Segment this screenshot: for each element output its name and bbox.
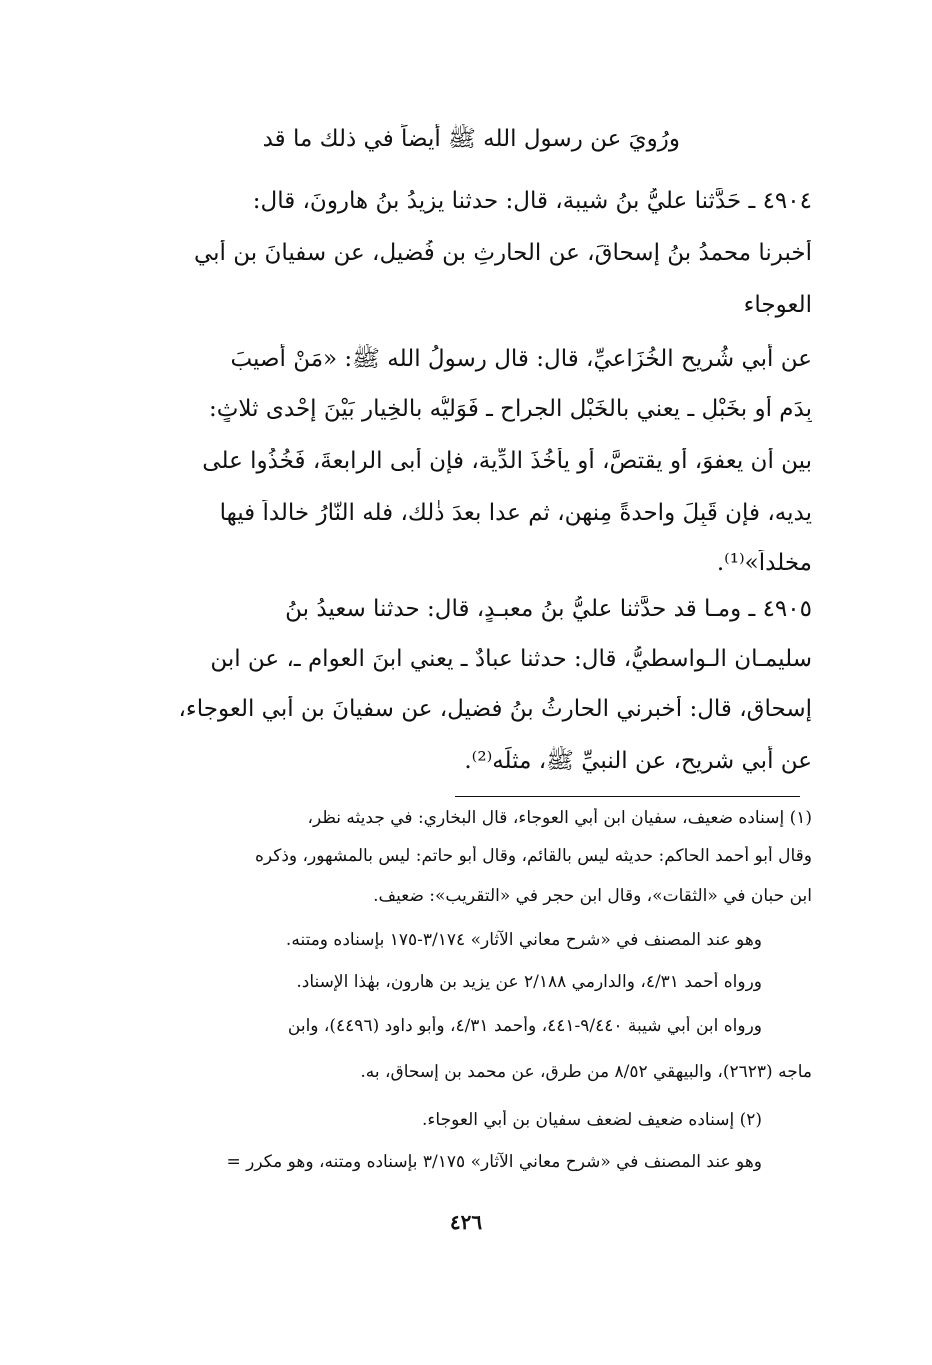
hadith-4905-line: عن أبي شريح، عن النبيِّ ﷺ، مثلَه⁽²⁾. bbox=[464, 748, 812, 774]
hadith-text-line: مخلداً»⁽¹⁾. bbox=[716, 550, 812, 576]
hadith-4905-line: إسحاق، قال: أخبرني الحارثُ بنُ فضيل، عن سفيانَ بنِ أبي العوجاء، bbox=[178, 696, 812, 722]
footnote-divider bbox=[455, 796, 800, 797]
hadith-4904-line: العوجاء bbox=[743, 292, 812, 318]
footnote-line: وهو عند المصنف في «شرح معاني الآثار» ٣/١٧٤-١٧٥ بإسناده ومتنه. bbox=[285, 930, 762, 950]
hadith-4904-line: أخبرنا محمدُ بنُ إسحاقَ، عن الحارثِ بنِ فُضيل، عن سفيانَ بنِ أبي bbox=[193, 240, 812, 266]
hadith-text-line: يديه، فإن قَبِلَ واحدةً مِنهن، ثم عدا بعدَ ذٰلك، فله النّارُ خالداً فيها bbox=[219, 500, 812, 526]
intro-line: ورُويَ عن رسول الله ﷺ أيضاً في ذلك ما قد bbox=[262, 126, 680, 152]
hadith-text-line: عن أبي شُريح الخُزَاعيِّ، قال: قال رسولُ الله ﷺ: «مَنْ أُصيبَ bbox=[230, 346, 812, 372]
footnote-line: ابن حبان في «الثقات»، وقال ابن حجر في «التقريب»: ضعيف. bbox=[373, 886, 812, 906]
hadith-4904-line: ٤٩٠٤ ـ حَدَّثنا عليُّ بنُ شيبة، قال: حدثنا يزيدُ بنُ هارونَ، قال: bbox=[252, 188, 812, 214]
page-number: ٤٢٦ bbox=[449, 1210, 483, 1234]
footnote-line: ورواه ابن أبي شيبة ٩/٤٤٠-٤٤١، وأحمد ٤/٣١، وأبو داود (٤٤٩٦)، وابن bbox=[287, 1016, 762, 1036]
hadith-text-line: بين أن يعفوَ، أو يقتصَّ، أو يأْخُذَ الدِّية، فإن أبى الرابعةَ، فَخُذُوا على bbox=[202, 448, 812, 474]
hadith-4905-line: سليمـان الـواسطيُّ، قال: حدثنا عبادٌ ـ يعني ابنَ العوام ـ، عن ابنِ bbox=[210, 646, 812, 672]
footnote-line: ماجه (٢٦٢٣)، والبيهقي ٨/٥٢ من طرق، عن محمد بن إسحاق، به. bbox=[360, 1062, 812, 1082]
footnote-line: وهو عند المصنف في «شرح معاني الآثار» ٣/١٧٥ بإسناده ومتنه، وهو مكرر = bbox=[226, 1152, 762, 1172]
main-text-block bbox=[100, 0, 812, 780]
footnote-line: (٢) إسناده ضعيف لضعف سفيان بن أبي العوجاء. bbox=[422, 1110, 762, 1130]
hadith-4905-line: ٤٩٠٥ ـ ومـا قد حدَّثنا عليُّ بنُ معبـدٍ، قال: حدثنا سعيدُ بنُ bbox=[285, 596, 812, 622]
hadith-text-line: بِدَمٍ أو بخَبْلٍ ـ يعني بالخَبْل الجراح ـ فَوَليُّه بالخِيارِ بَيْنَ إحْدى ثلاثٍ: bbox=[209, 396, 812, 422]
footnote-line: وقال أبو أحمد الحاكم: حديثه ليس بالقائم، وقال أبو حاتم: ليس بالمشهور، وذكره bbox=[254, 846, 812, 866]
footnote-line: (١) إسناده ضعيف، سفيان ابن أبي العوجاء، قال البخاري: في جديثه نظر، bbox=[307, 808, 812, 828]
footnote-line: ورواه أحمد ٤/٣١، والدارمي ٢/١٨٨ عن يزيد بن هارون، بهٰذا الإسناد. bbox=[296, 972, 762, 992]
